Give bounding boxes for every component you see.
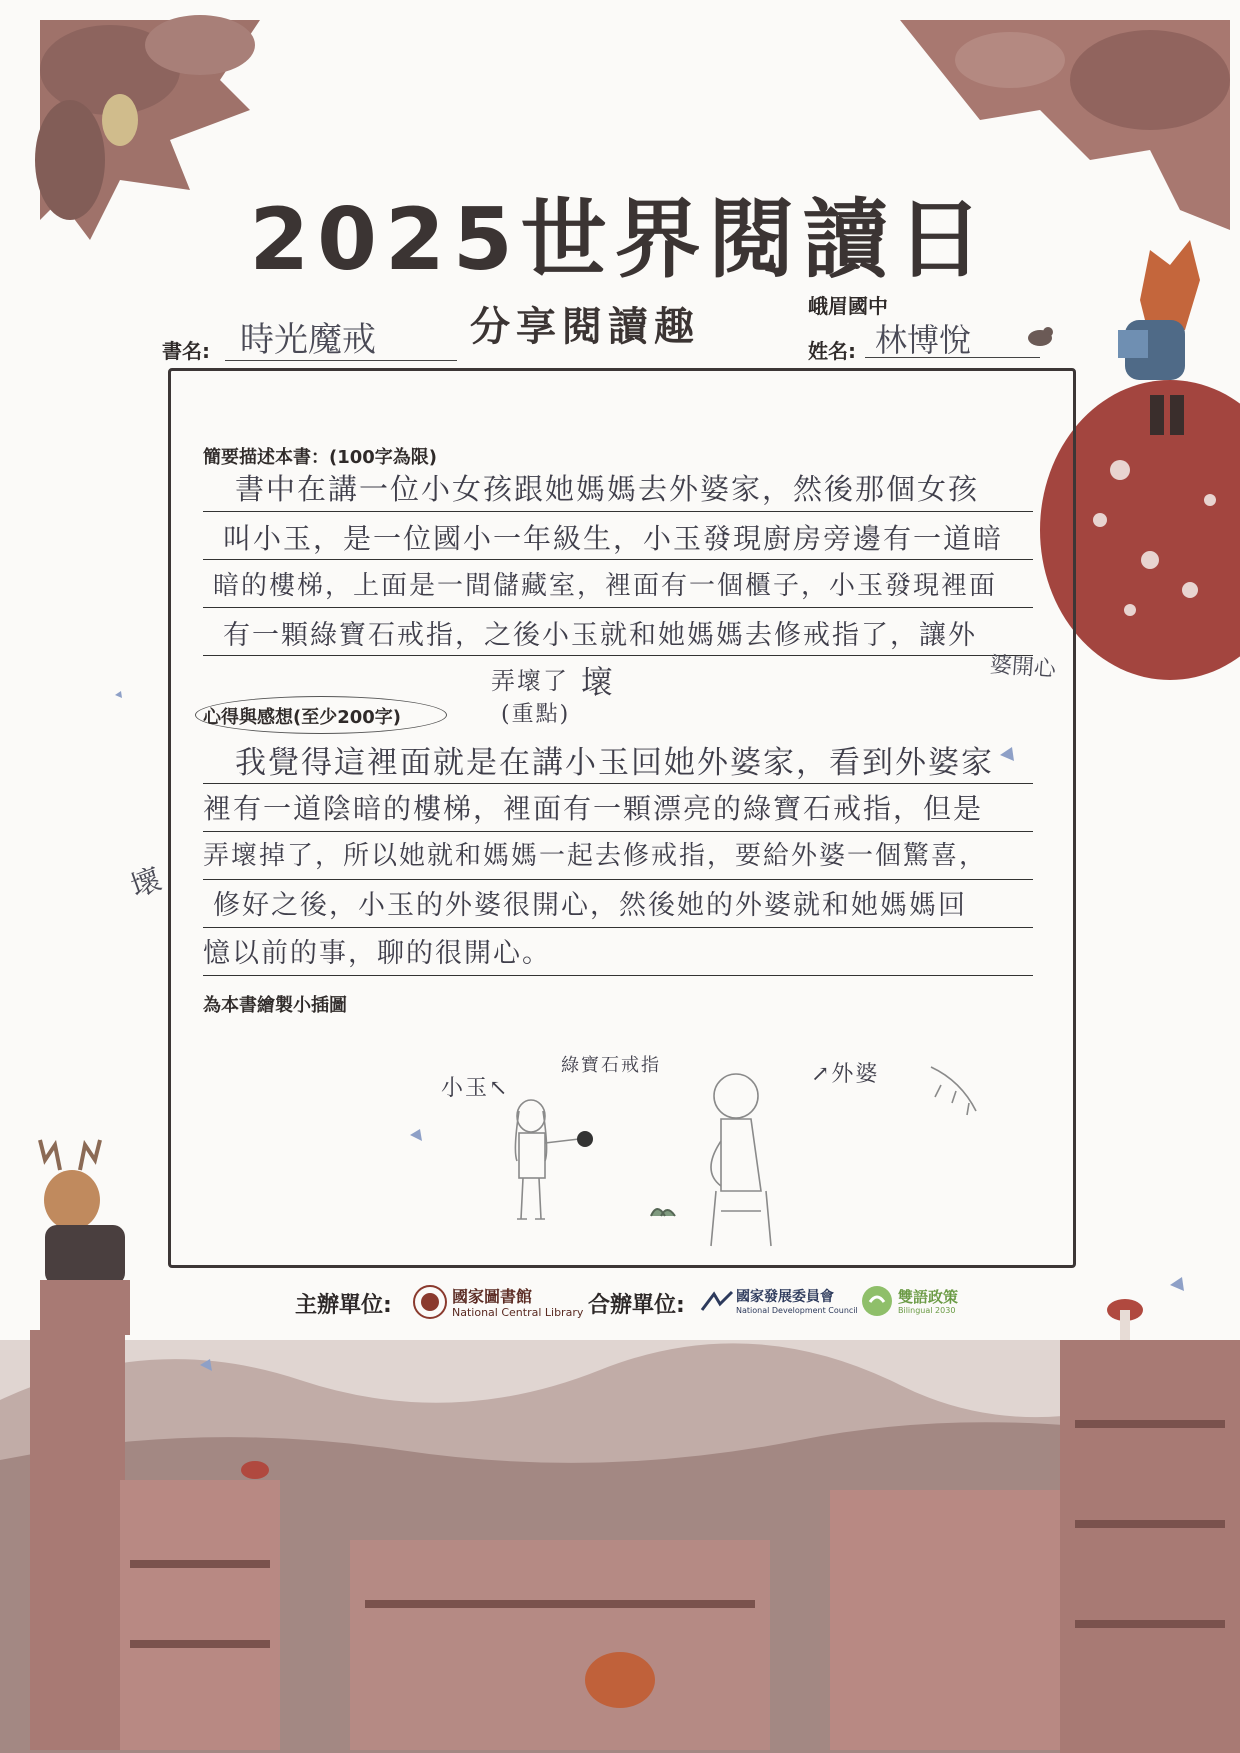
reflection-rule (203, 975, 1033, 976)
reflection-line-4[interactable]: 修好之後，小玉的外婆很開心，然後她的外婆就和她媽媽回 (213, 890, 967, 921)
illustration-label-grandma: ↗外婆 (811, 1062, 880, 1087)
reflection-line-1[interactable]: 我覺得這裡面就是在講小玉回她外婆家，看到外婆家 (235, 745, 994, 781)
organizer-name: 國家圖書館 (452, 1287, 533, 1306)
summary-line-2[interactable]: 叫小玉，是一位國小一年級生，小玉發現廚房旁邊有一道暗 (223, 522, 1004, 555)
reflection-heading: 心得與感想(至少200字) (203, 707, 402, 728)
reflection-margin-note: 壞 (126, 861, 167, 905)
deer-figure (40, 1140, 130, 1335)
summary-line-1[interactable]: 書中在講一位小女孩跟她媽媽去外婆家，然後那個女孩 (235, 472, 980, 506)
illustration-label-ring: 綠寶石戒指 (561, 1055, 661, 1076)
book-name-value[interactable]: 時光魔戒 (240, 320, 376, 360)
bottom-scene (0, 1299, 1240, 1753)
student-name-label: 姓名: (808, 339, 856, 363)
partner-english-name: Bilingual 2030 (898, 1306, 956, 1315)
illustration-label-girl: 小玉↖ (441, 1076, 510, 1101)
reflection-rule (203, 879, 1033, 880)
page-subtitle: 分享閱讀趣 (470, 304, 700, 350)
summary-correction: 弄壞了 (491, 667, 569, 695)
national-library-logo-icon (412, 1284, 448, 1320)
organizer-english-name: National Central Library (452, 1306, 584, 1319)
summary-heading: 簡要描述本書：(100字為限) (203, 447, 438, 468)
school-name: 峨眉國中 (808, 294, 888, 318)
reflection-line-3[interactable]: 弄壞掉了，所以她就和媽媽一起去修戒指，要給外婆一個驚喜， (203, 841, 988, 871)
bird-figure (1028, 327, 1053, 346)
organizer-label: 主辦單位: (295, 1293, 392, 1318)
reflection-rule (203, 831, 1033, 832)
reflection-note: (重點) (501, 702, 571, 727)
content-frame (168, 368, 1076, 1268)
development-council-logo-icon (700, 1290, 734, 1314)
page-title: 2025世界閱讀日 (249, 190, 991, 290)
book-name-label: 書名: (162, 339, 210, 363)
coorganizer-label: 合辦單位: (588, 1293, 685, 1318)
bilingual-policy-logo-icon (860, 1284, 894, 1318)
reflection-rule (203, 927, 1033, 928)
summary-rule (203, 655, 1033, 656)
student-name-value[interactable]: 林博悅 (875, 321, 972, 359)
coorganizer-english-name: National Development Council (736, 1306, 858, 1315)
summary-rule (203, 559, 1033, 560)
illustration-heading: 為本書繪製小插圖 (203, 995, 347, 1016)
reflection-line-2[interactable]: 裡有一道陰暗的樓梯，裡面有一顆漂亮的綠寶石戒指，但是 (203, 792, 984, 825)
summary-line-4[interactable]: 有一顆綠寶石戒指，之後小玉就和她媽媽去修戒指了，讓外 (223, 620, 977, 651)
summary-rule (203, 511, 1033, 512)
summary-correction-2: 壞 (581, 663, 616, 701)
coorganizer-name: 國家發展委員會 (736, 1289, 834, 1305)
partner-name: 雙語政策 (898, 1288, 959, 1306)
summary-margin-note: 婆開心 (989, 652, 1057, 683)
reflection-line-5[interactable]: 憶以前的事，聊的很開心。 (203, 938, 551, 969)
reflection-rule (203, 783, 1033, 784)
summary-line-3[interactable]: 暗的樓梯，上面是一間儲藏室，裡面有一個櫃子，小玉發現裡面 (213, 571, 998, 601)
summary-rule (203, 607, 1033, 608)
